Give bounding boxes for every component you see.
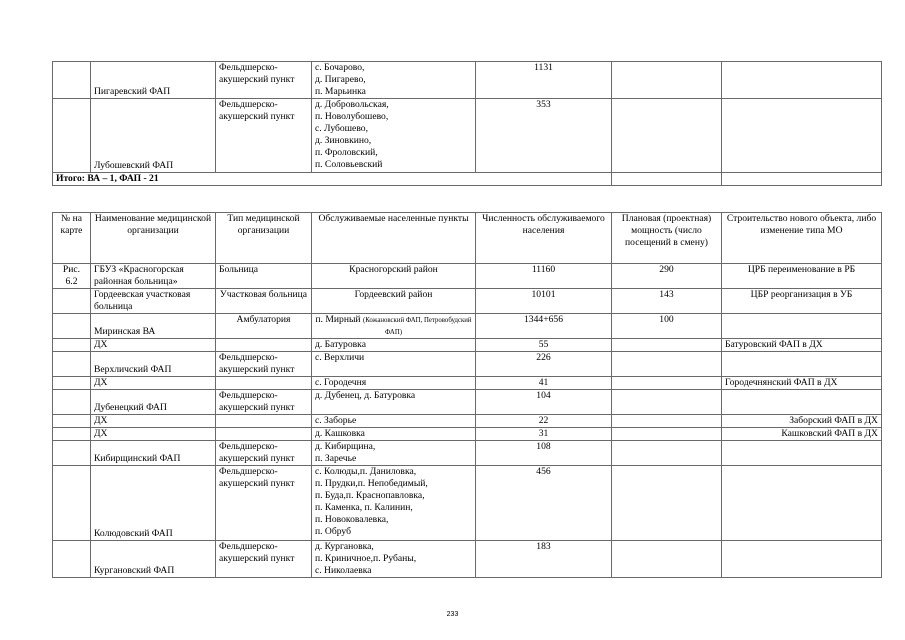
settlements: с. Верхличи (312, 352, 476, 377)
population: 41 (476, 377, 612, 390)
type-change: Городечнянский ФАП в ДХ (722, 377, 882, 390)
org-type: Амбулатория (216, 314, 312, 339)
settlements: с. Бочарово, д. Пигарево, п. Марьинка (312, 62, 476, 99)
org-type: Участковая больница (216, 289, 312, 314)
settlements: д. Кургановка, п. Криничное,п. Рубаны, с. Николаевка (312, 541, 476, 578)
settlements: д. Добровольская, п. Новолубошево, с. Лубошево, д. Зиновкино, п. Фроловский, п. Соловьевский (312, 99, 476, 173)
table-row (53, 377, 882, 390)
main-table (52, 212, 882, 578)
settlements: д. Дубенец, д. Батуровка (312, 390, 476, 415)
header-name: Наименование медицинской организации (91, 213, 216, 264)
type-change: Заборский ФАП в ДХ (722, 415, 882, 428)
population: 456 (476, 466, 612, 541)
total-label: Итого: ВА – 1, ФАП - 21 (53, 173, 612, 186)
table-row (53, 339, 882, 352)
type-change: Батуровский ФАП в ДХ (722, 339, 882, 352)
table-row (53, 352, 882, 377)
table-row (53, 264, 882, 289)
table-row (53, 415, 882, 428)
table-row (53, 541, 882, 578)
header-change: Строительство нового объекта, либо изменение типа МО (722, 213, 882, 264)
population: 31 (476, 428, 612, 441)
org-type: Фельдшерско-акушерский пункт (216, 352, 312, 377)
table-row (53, 428, 882, 441)
total-row (53, 173, 882, 186)
settlements-note: (Кожановский ФАП, Петровобудский ФАП) (362, 317, 472, 336)
settlements: п. Мирный (Кожановский ФАП, Петровобудский ФАП) (312, 314, 476, 339)
table-row (53, 441, 882, 466)
table-row (53, 314, 882, 339)
org-name: ДХ (91, 428, 216, 441)
org-type: Фельдшерско-акушерский пункт (216, 541, 312, 578)
org-name: ДХ (91, 339, 216, 352)
org-name: Кургановский ФАП (91, 541, 216, 578)
settlements: с. Колюды,п. Даниловка, п. Прудки,п. Непобедимый, п. Буда,п. Краснопавловка, п. Каменка, п. Калинин, п. Новоковалевка, п. Обруб (312, 466, 476, 541)
org-name: ДХ (91, 377, 216, 390)
org-type: Фельдшерско-акушерский пункт (216, 390, 312, 415)
settlements: Гордеевский район (312, 289, 476, 314)
population: 104 (476, 390, 612, 415)
map-num: Рис. 6.2 (53, 264, 91, 289)
table-row (53, 466, 882, 541)
org-name: Лубошевский ФАП (91, 99, 216, 173)
org-type: Фельдшерско-акушерский пункт (216, 62, 312, 99)
org-name: Пигаревский ФАП (91, 62, 216, 99)
table-row (53, 62, 882, 99)
org-name: Гордеевская участковая больница (91, 289, 216, 314)
population: 10101 (476, 289, 612, 314)
settlements: Красногорский район (312, 264, 476, 289)
capacity: 143 (612, 289, 722, 314)
settlements: с. Городечня (312, 377, 476, 390)
table-row (53, 289, 882, 314)
org-type: Фельдшерско-акушерский пункт (216, 99, 312, 173)
header-population: Численность обслуживаемого населения (476, 213, 612, 264)
capacity: 100 (612, 314, 722, 339)
population: 11160 (476, 264, 612, 289)
population: 353 (476, 99, 612, 173)
org-type: Больница (216, 264, 312, 289)
table-row (53, 99, 882, 173)
header-row (53, 213, 882, 264)
org-name: Кибирщинский ФАП (91, 441, 216, 466)
page-number: 233 (446, 611, 459, 618)
population: 22 (476, 415, 612, 428)
org-type: Фельдшерско-акушерский пункт (216, 466, 312, 541)
header-num: № на карте (53, 213, 91, 264)
population: 1131 (476, 62, 612, 99)
org-type: Фельдшерско-акушерский пункт (216, 441, 312, 466)
population: 226 (476, 352, 612, 377)
header-capacity: Плановая (проектная) мощность (число посещений в смену) (612, 213, 722, 264)
org-name: Миринская ВА (91, 314, 216, 339)
org-name: Дубенецкий ФАП (91, 390, 216, 415)
header-type: Тип медицинской организации (216, 213, 312, 264)
population: 55 (476, 339, 612, 352)
population: 108 (476, 441, 612, 466)
type-change: ЦРБ переименование в РБ (722, 264, 882, 289)
header-settlements: Обслуживаемые населенные пункты (312, 213, 476, 264)
population: 183 (476, 541, 612, 578)
org-name: ДХ (91, 415, 216, 428)
table-row (53, 390, 882, 415)
population: 1344+656 (476, 314, 612, 339)
capacity: 290 (612, 264, 722, 289)
top-table (52, 61, 882, 186)
settlements: д. Кашковка (312, 428, 476, 441)
org-name: ГБУЗ «Красногорская районная больница» (91, 264, 216, 289)
settlements: с. Заборье (312, 415, 476, 428)
settlements: д. Батуровка (312, 339, 476, 352)
org-name: Колюдовский ФАП (91, 466, 216, 541)
org-name: Верхличский ФАП (91, 352, 216, 377)
type-change: ЦБР реорганизация в УБ (722, 289, 882, 314)
settlements: д. Кибирщина, п. Заречье (312, 441, 476, 466)
type-change: Кашковский ФАП в ДХ (722, 428, 882, 441)
